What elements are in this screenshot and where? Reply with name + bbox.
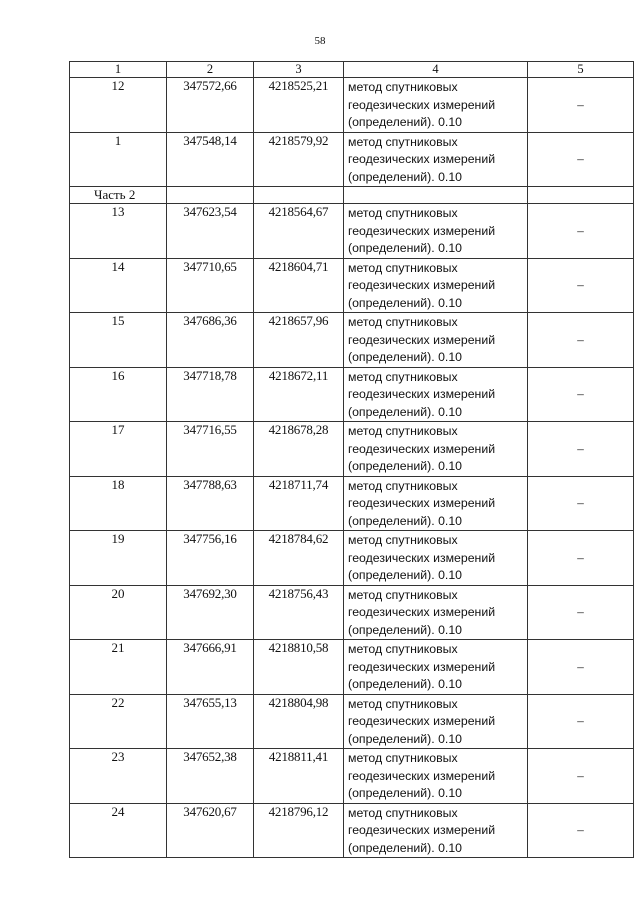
x-coordinate-cell: 347623,54 — [167, 204, 254, 259]
method-line: (определений). 0.10 — [348, 786, 463, 800]
point-number-cell: 20 — [70, 585, 167, 640]
section-row — [70, 187, 634, 204]
method-line: геодезических измерений — [348, 605, 496, 619]
x-coordinate-cell: 347710,65 — [167, 258, 254, 313]
method-line: геодезических измерений — [348, 823, 496, 837]
method-line: метод спутниковых — [348, 424, 458, 438]
point-number-cell: 24 — [70, 803, 167, 858]
table-header-row — [70, 62, 634, 78]
method-line: геодезических измерений — [348, 550, 496, 565]
table-body — [70, 78, 634, 858]
y-coordinate-cell: 4218564,67 — [254, 204, 344, 259]
table-row — [70, 204, 634, 259]
method-line: геодезических измерений — [348, 714, 496, 728]
point-number-cell: 22 — [70, 694, 167, 749]
method-line: (определений). 0.10 — [348, 404, 463, 419]
method-line: геодезических измерений — [348, 768, 496, 783]
table-row — [70, 476, 634, 531]
method-cell — [344, 313, 528, 368]
method-line: (определений). 0.10 — [348, 622, 463, 637]
method-line: метод спутниковых — [348, 369, 458, 384]
column-5-cell: – — [528, 694, 634, 749]
method-cell — [344, 640, 528, 695]
x-coordinate-cell: 347756,16 — [167, 531, 254, 586]
table-row — [70, 313, 634, 368]
y-coordinate-cell: 4218678,28 — [254, 422, 344, 477]
method-cell — [344, 78, 528, 133]
method-cell — [344, 132, 528, 187]
point-number-cell: 18 — [70, 476, 167, 531]
x-coordinate-cell: 347692,30 — [167, 585, 254, 640]
method-line: геодезических измерений — [348, 441, 496, 456]
y-coordinate-cell: 4218784,62 — [254, 531, 344, 586]
method-cell — [344, 204, 528, 259]
y-coordinate-cell: 4218804,98 — [254, 694, 344, 749]
point-number-cell: 17 — [70, 422, 167, 477]
method-line: метод спутниковых — [348, 260, 458, 275]
x-coordinate-cell: 347788,63 — [167, 476, 254, 531]
column-header: 1 — [70, 62, 167, 78]
method-cell — [344, 749, 528, 804]
method-line: метод спутниковых — [348, 134, 458, 149]
table-row — [70, 367, 634, 422]
method-line: метод спутниковых — [348, 80, 458, 94]
table-row — [70, 803, 634, 858]
table-row — [70, 132, 634, 187]
point-number-cell: 23 — [70, 749, 167, 804]
column-header: 2 — [167, 62, 254, 78]
column-5-cell: – — [528, 476, 634, 531]
method-cell — [344, 422, 528, 477]
column-5-cell: – — [528, 132, 634, 187]
method-cell — [344, 585, 528, 640]
x-coordinate-cell: 347652,38 — [167, 749, 254, 804]
method-line: (определений). 0.10 — [348, 459, 463, 473]
table-row — [70, 422, 634, 477]
method-line: метод спутниковых — [348, 587, 458, 602]
method-cell — [344, 476, 528, 531]
column-5-cell: – — [528, 422, 634, 477]
empty-cell — [344, 187, 528, 204]
point-number-cell: 15 — [70, 313, 167, 368]
x-coordinate-cell: 347686,36 — [167, 313, 254, 368]
method-line: геодезических измерений — [348, 659, 496, 674]
x-coordinate-cell: 347718,78 — [167, 367, 254, 422]
method-line: геодезических измерений — [348, 278, 496, 292]
method-line: геодезических измерений — [348, 223, 496, 238]
method-line: метод спутниковых — [348, 315, 458, 329]
table-row — [70, 694, 634, 749]
point-number-cell: 12 — [70, 78, 167, 133]
table-row — [70, 640, 634, 695]
method-line: геодезических измерений — [348, 387, 496, 401]
page-number: 58 — [314, 35, 326, 47]
method-line: (определений). 0.10 — [348, 513, 463, 528]
column-header: 5 — [528, 62, 634, 78]
y-coordinate-cell: 4218672,11 — [254, 367, 344, 422]
table-row — [70, 258, 634, 313]
method-line: геодезических измерений — [348, 97, 496, 112]
empty-cell — [528, 187, 634, 204]
column-5-cell: – — [528, 749, 634, 804]
method-line: (определений). 0.10 — [348, 568, 463, 582]
x-coordinate-cell: 347666,91 — [167, 640, 254, 695]
method-line: метод спутниковых — [348, 206, 458, 220]
x-coordinate-cell: 347548,14 — [167, 132, 254, 187]
method-line: (определений). 0.10 — [348, 115, 463, 129]
point-number-cell: 1 — [70, 132, 167, 187]
method-cell — [344, 258, 528, 313]
empty-cell — [167, 187, 254, 204]
method-line: метод спутниковых — [348, 478, 458, 493]
table-row — [70, 531, 634, 586]
column-5-cell: – — [528, 585, 634, 640]
point-number-cell: 13 — [70, 204, 167, 259]
column-5-cell: – — [528, 531, 634, 586]
y-coordinate-cell: 4218711,74 — [254, 476, 344, 531]
method-cell — [344, 803, 528, 858]
x-coordinate-cell: 347655,13 — [167, 694, 254, 749]
method-line: метод спутниковых — [348, 805, 458, 820]
y-coordinate-cell: 4218756,43 — [254, 585, 344, 640]
method-line: геодезических измерений — [348, 332, 496, 347]
method-line: метод спутниковых — [348, 696, 458, 711]
method-line: метод спутниковых — [348, 533, 458, 547]
method-line: (определений). 0.10 — [348, 731, 463, 746]
x-coordinate-cell: 347572,66 — [167, 78, 254, 133]
coordinates-table — [69, 61, 634, 858]
y-coordinate-cell: 4218604,71 — [254, 258, 344, 313]
method-line: геодезических измерений — [348, 496, 496, 510]
method-cell — [344, 531, 528, 586]
section-label: Часть 2 — [70, 187, 167, 204]
point-number-cell: 21 — [70, 640, 167, 695]
column-5-cell: – — [528, 367, 634, 422]
column-5-cell: – — [528, 640, 634, 695]
method-line: (определений). 0.10 — [348, 295, 463, 310]
table-row — [70, 78, 634, 133]
column-5-cell: – — [528, 313, 634, 368]
method-line: метод спутниковых — [348, 751, 458, 765]
method-line: геодезических измерений — [348, 152, 496, 166]
point-number-cell: 19 — [70, 531, 167, 586]
method-line: (определений). 0.10 — [348, 169, 463, 184]
method-cell — [344, 694, 528, 749]
method-line: (определений). 0.10 — [348, 350, 463, 364]
column-5-cell: – — [528, 204, 634, 259]
x-coordinate-cell: 347620,67 — [167, 803, 254, 858]
method-line: (определений). 0.10 — [348, 840, 463, 855]
x-coordinate-cell: 347716,55 — [167, 422, 254, 477]
table-row — [70, 749, 634, 804]
point-number-cell: 14 — [70, 258, 167, 313]
y-coordinate-cell: 4218525,21 — [254, 78, 344, 133]
column-5-cell: – — [528, 258, 634, 313]
column-header: 3 — [254, 62, 344, 78]
y-coordinate-cell: 4218796,12 — [254, 803, 344, 858]
table-row — [70, 585, 634, 640]
y-coordinate-cell: 4218579,92 — [254, 132, 344, 187]
y-coordinate-cell: 4218811,41 — [254, 749, 344, 804]
method-line: (определений). 0.10 — [348, 241, 463, 255]
y-coordinate-cell: 4218810,58 — [254, 640, 344, 695]
empty-cell — [254, 187, 344, 204]
y-coordinate-cell: 4218657,96 — [254, 313, 344, 368]
point-number-cell: 16 — [70, 367, 167, 422]
column-5-cell: – — [528, 78, 634, 133]
method-cell — [344, 367, 528, 422]
column-header: 4 — [344, 62, 528, 78]
method-line: метод спутниковых — [348, 642, 458, 656]
column-5-cell: – — [528, 803, 634, 858]
method-line: (определений). 0.10 — [348, 677, 463, 691]
